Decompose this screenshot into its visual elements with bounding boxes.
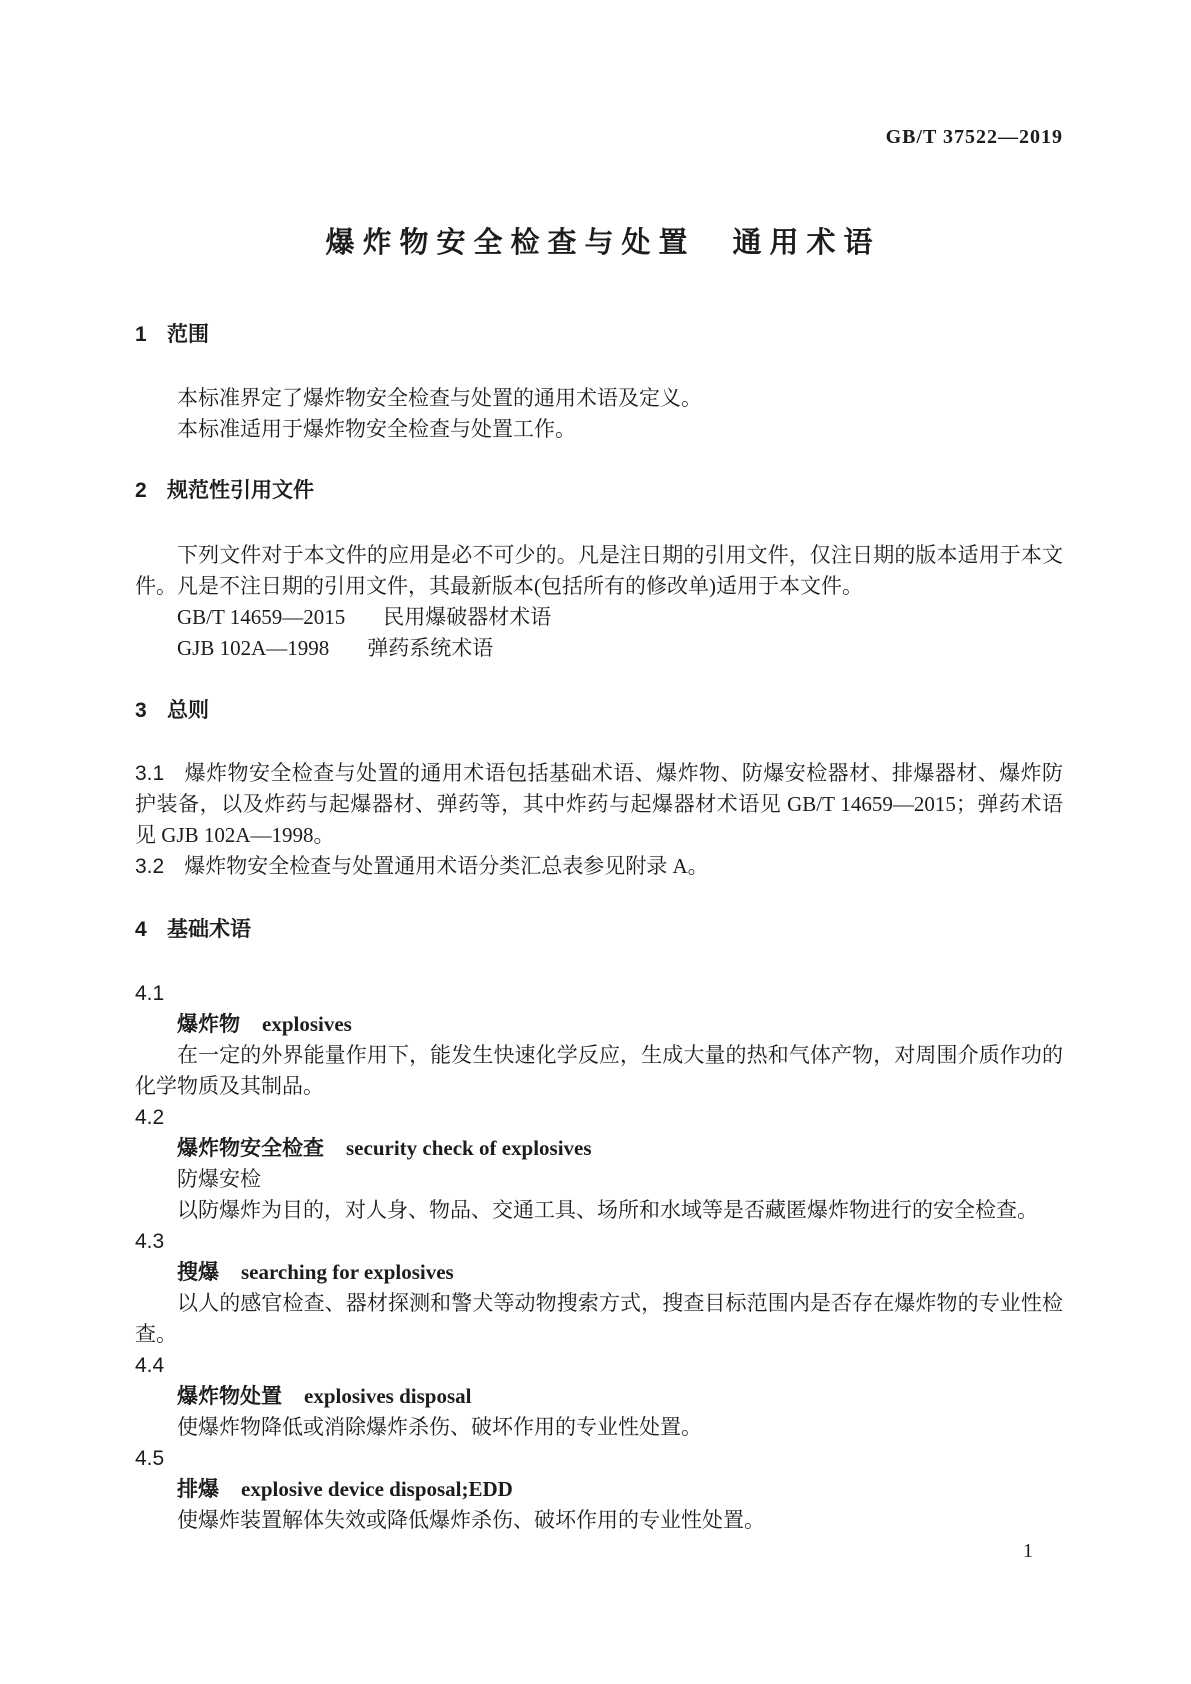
references-intro-paragraph: 下列文件对于本文件的应用是必不可少的。凡是注日期的引用文件，仅注日期的版本适用于本文件。凡是不注日期的引用文件，其最新版本(包括所有的修改单)适用于本文件。 — [135, 543, 1063, 598]
term-definition: 使爆炸物降低或消除爆炸杀伤、破坏作用的专业性处置。 — [177, 1415, 702, 1439]
section-title: 总则 — [167, 699, 209, 722]
term-number: 4.4 — [135, 1354, 165, 1377]
term-line — [135, 1133, 1063, 1164]
term-entry-4-4 — [135, 1350, 1063, 1443]
section-heading-basic-terms — [135, 919, 1063, 941]
term-chinese: 排爆 — [177, 1478, 219, 1501]
reference-item — [135, 633, 1063, 664]
reference-code: GB/T 14659—2015 — [177, 605, 346, 629]
term-number: 4.2 — [135, 1106, 165, 1129]
section-heading-general — [135, 700, 1063, 722]
section-title: 范围 — [167, 323, 209, 346]
term-entry-4-5 — [135, 1443, 1063, 1536]
term-number: 4.3 — [135, 1230, 165, 1253]
section-title: 规范性引用文件 — [167, 479, 314, 502]
term-chinese: 搜爆 — [177, 1261, 219, 1284]
term-entry-4-1 — [135, 978, 1063, 1102]
section-number: 2 — [135, 479, 147, 502]
term-definition: 在一定的外界能量作用下，能发生快速化学反应，生成大量的热和气体产物，对周围介质作功的化学物质及其制品。 — [135, 1043, 1063, 1098]
section-heading-scope — [135, 324, 1063, 346]
reference-title: 弹药系统术语 — [367, 636, 494, 660]
document-title: 爆炸物安全检查与处置 通用术语 — [325, 227, 881, 259]
clause-number: 3.2 — [135, 855, 165, 878]
term-english: searching for explosives — [241, 1260, 454, 1284]
term-chinese: 爆炸物安全检查 — [177, 1137, 324, 1160]
clause-3-2 — [135, 851, 1063, 882]
term-definition: 使爆炸装置解体失效或降低爆炸杀伤、破坏作用的专业性处置。 — [177, 1508, 765, 1532]
section-number: 1 — [135, 323, 147, 346]
section-number: 4 — [135, 918, 147, 941]
term-english: explosive device disposal;EDD — [241, 1477, 513, 1501]
term-definition: 以防爆炸为目的，对人身、物品、交通工具、场所和水域等是否藏匿爆炸物进行的安全检查。 — [177, 1198, 1038, 1222]
clause-number: 3.1 — [135, 762, 165, 785]
reference-item — [135, 602, 1063, 633]
scope-paragraph: 本标准界定了爆炸物安全检查与处置的通用术语及定义。 — [177, 386, 702, 410]
clause-text: 爆炸物安全检查与处置通用术语分类汇总表参见附录 A。 — [184, 854, 709, 878]
section-heading-normative-references — [135, 480, 1063, 502]
term-chinese: 爆炸物处置 — [177, 1385, 282, 1408]
terms-list — [135, 978, 1063, 1536]
reference-title: 民用爆破器材术语 — [383, 605, 552, 629]
term-number: 4.1 — [135, 982, 165, 1005]
term-entry-4-3 — [135, 1226, 1063, 1350]
term-number: 4.5 — [135, 1447, 165, 1470]
section-title: 基础术语 — [167, 918, 251, 941]
standard-number: GB/T 37522—2019 — [885, 126, 1063, 148]
term-entry-4-2 — [135, 1102, 1063, 1226]
term-line — [135, 1474, 1063, 1505]
term-definition: 以人的感官检查、器材探测和警犬等动物搜索方式，搜查目标范围内是否存在爆炸物的专业性检查。 — [135, 1291, 1063, 1346]
term-english: security check of explosives — [346, 1136, 592, 1160]
term-line — [135, 1009, 1063, 1040]
scope-paragraph: 本标准适用于爆炸物安全检查与处置工作。 — [177, 417, 576, 441]
clause-3-1 — [135, 758, 1063, 851]
clause-text: 爆炸物安全检查与处置的通用术语包括基础术语、爆炸物、防爆安检器材、排爆器材、爆炸防护装备，以及炸药与起爆器材、弹药等，其中炸药与起爆器材术语见 GB/T 14659—2015；弹药术语见 GJB 102A—1998。 — [135, 761, 1063, 847]
term-chinese: 爆炸物 — [177, 1013, 240, 1036]
term-synonym: 防爆安检 — [177, 1167, 261, 1191]
term-english: explosives — [262, 1012, 352, 1036]
term-english: explosives disposal — [304, 1384, 472, 1408]
section-number: 3 — [135, 699, 147, 722]
term-line — [135, 1381, 1063, 1412]
reference-code: GJB 102A—1998 — [177, 636, 330, 660]
term-line — [135, 1257, 1063, 1288]
page-number: 1 — [1023, 1540, 1033, 1562]
